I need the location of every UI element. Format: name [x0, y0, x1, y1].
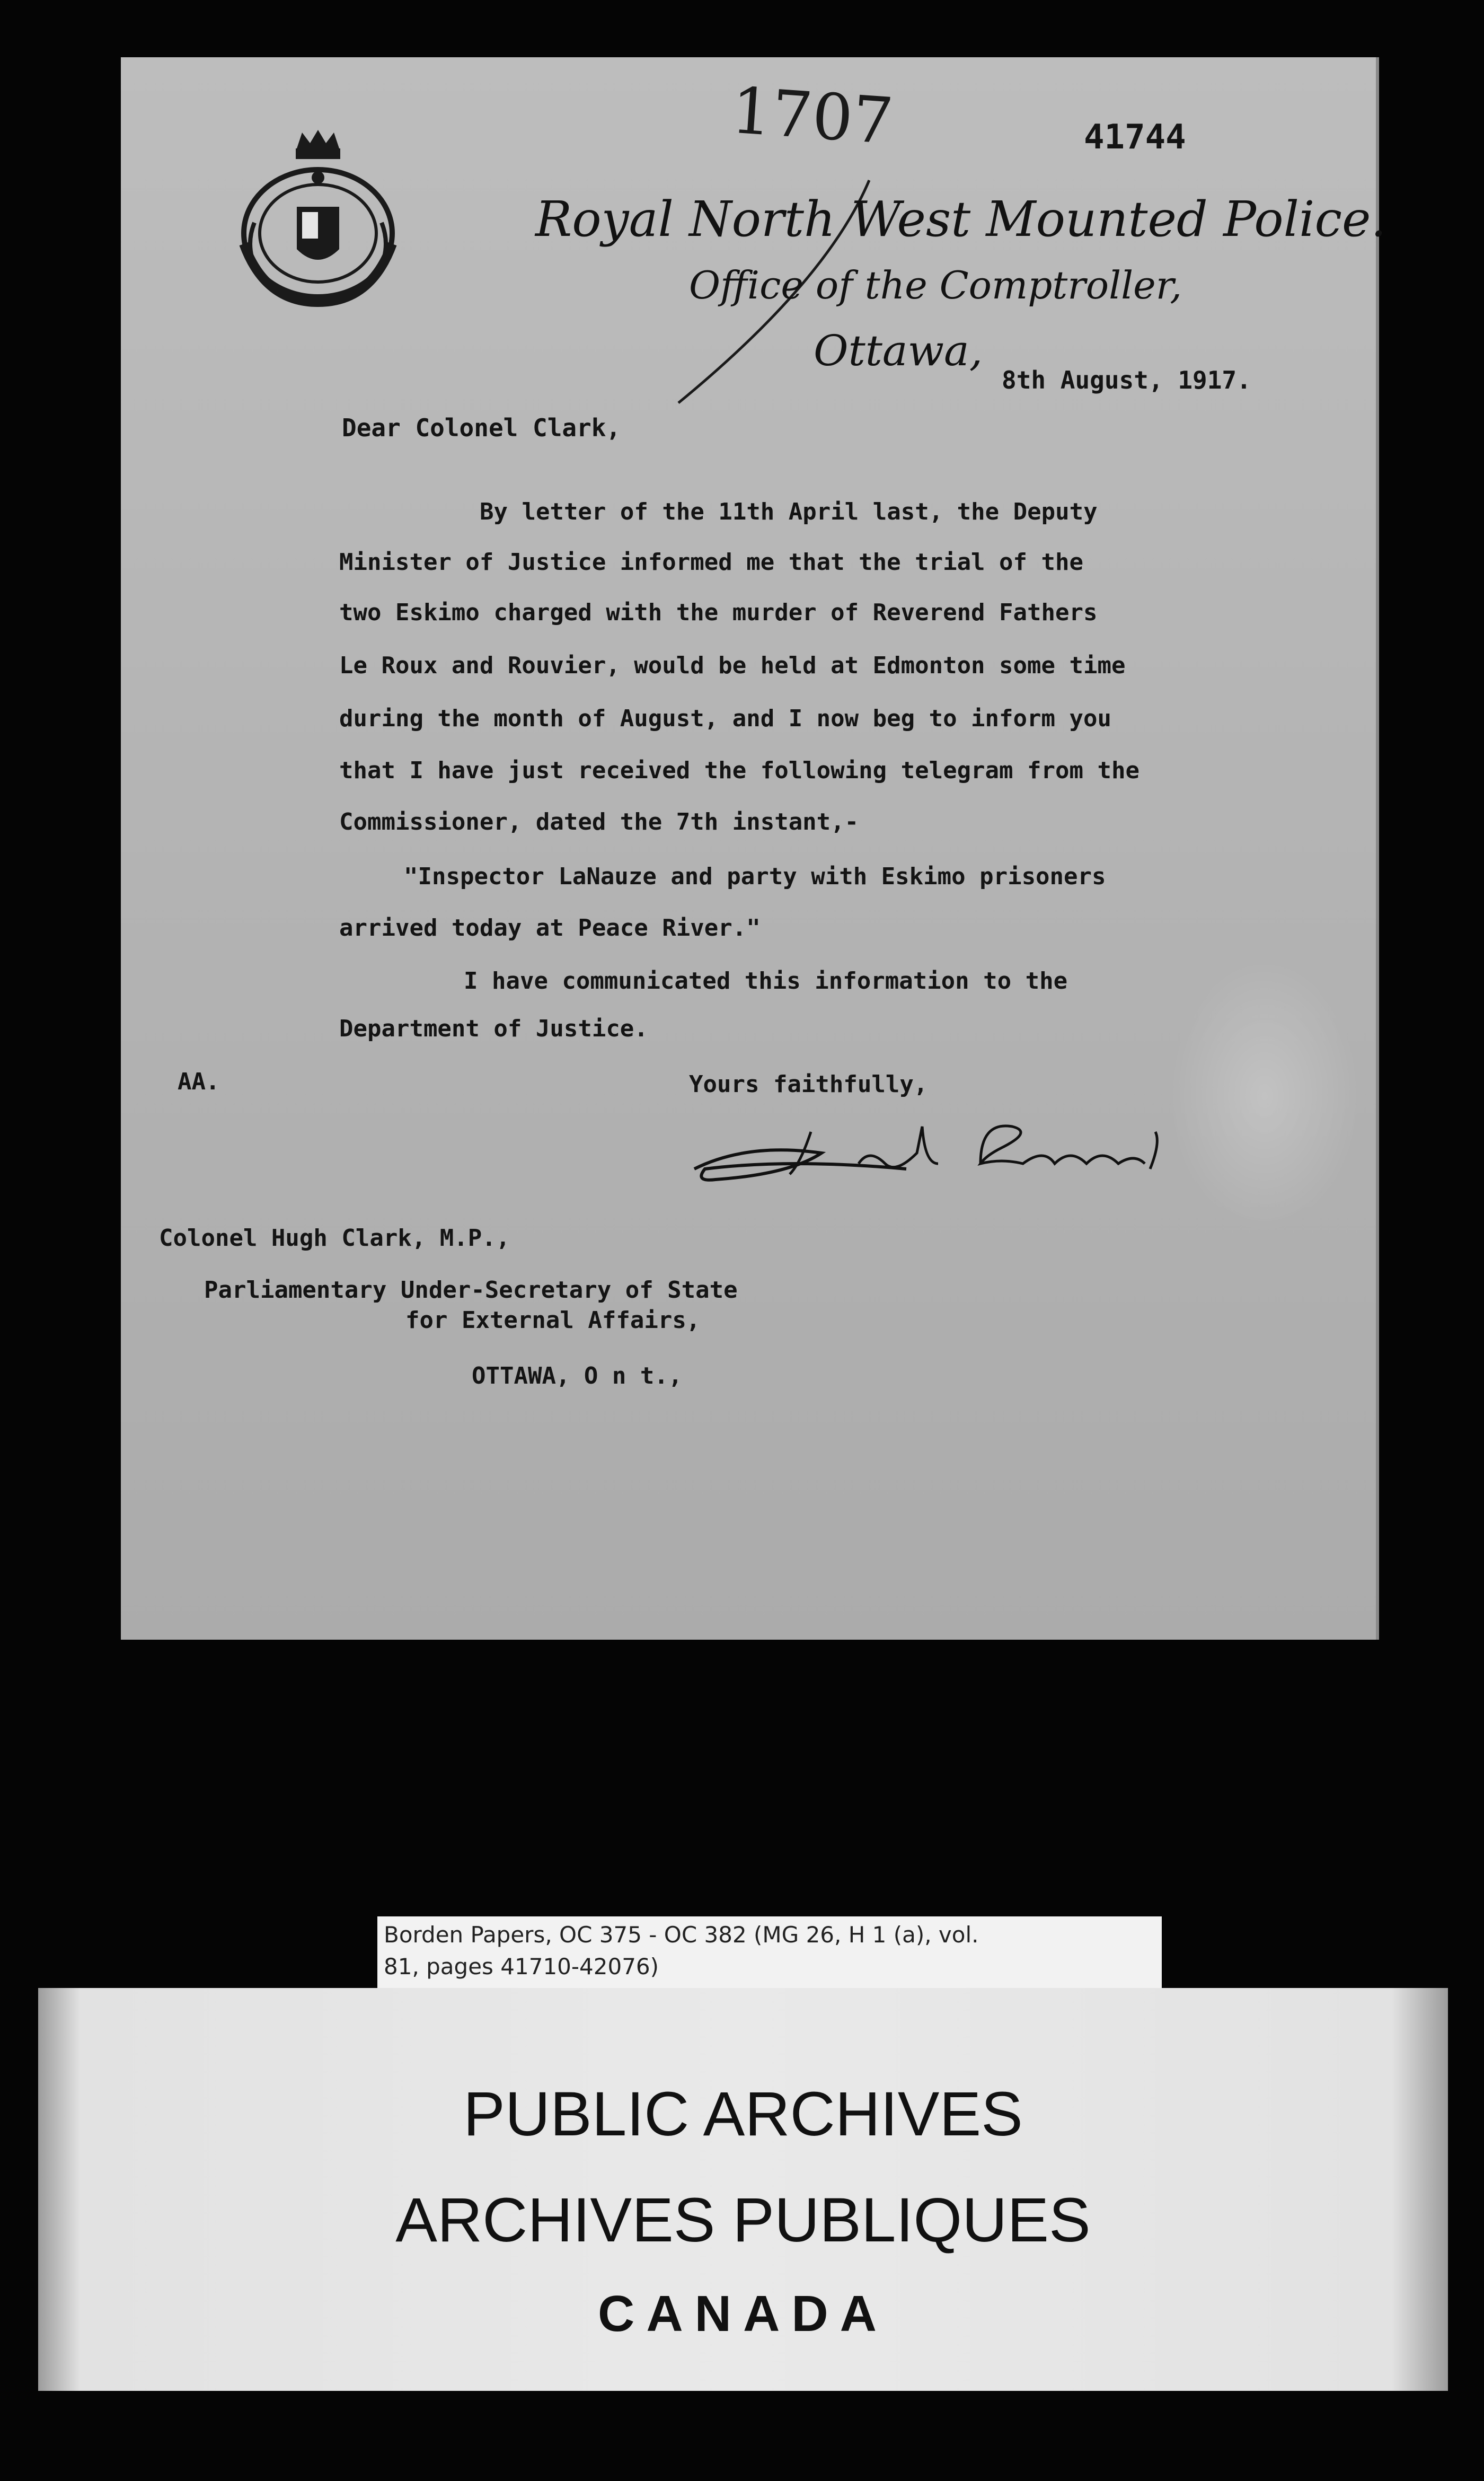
- recipient-city: OTTAWA, O n t.,: [472, 1362, 683, 1389]
- body-line-1: By letter of the 11th April last, the Deputy: [480, 498, 1098, 525]
- closing: Yours faithfully,: [689, 1071, 928, 1098]
- file-number: 41744: [1084, 118, 1186, 157]
- handwritten-number: 1707: [729, 74, 896, 159]
- archive-line-2: ARCHIVES PUBLIQUES: [395, 2185, 1091, 2255]
- body-line-2: Minister of Justice informed me that the trial of the: [339, 549, 1083, 576]
- closing-para-line-2: Department of Justice.: [339, 1015, 648, 1042]
- caption-line-1: Borden Papers, OC 375 - OC 382 (MG 26, H 1 (a), vol.: [384, 1922, 979, 1948]
- body-line-5: during the month of August, and I now beg to inform you: [339, 705, 1111, 732]
- recipient-title-2: for External Affairs,: [405, 1307, 701, 1334]
- quote-line-1: "Inspector LaNauze and party with Eskimo prisoners: [404, 863, 1106, 890]
- archive-line-3: CANADA: [598, 2285, 888, 2342]
- signature: [684, 1089, 1187, 1195]
- closing-para-line-1: I have communicated this information to the: [464, 967, 1068, 995]
- recipient-title-1: Parliamentary Under-Secretary of State: [204, 1277, 738, 1304]
- rnwmp-crest-icon: [233, 127, 403, 318]
- recipient-name: Colonel Hugh Clark, M.P.,: [159, 1225, 510, 1252]
- caption-line-2: 81, pages 41710-42076): [384, 1954, 659, 1979]
- body-line-6: that I have just received the following telegram from the: [339, 757, 1140, 784]
- archive-line-1: PUBLIC ARCHIVES: [463, 2079, 1023, 2149]
- salutation: Dear Colonel Clark,: [342, 414, 621, 442]
- letterhead-organization: Royal North West Mounted Police.: [535, 191, 1386, 248]
- typist-initials: AA.: [178, 1068, 220, 1095]
- body-line-3: two Eskimo charged with the murder of Reverend Fathers: [339, 599, 1098, 626]
- archive-stamp: [38, 1988, 1448, 2391]
- letterhead-office: Office of the Comptroller,: [689, 263, 1182, 307]
- letter-date: 8th August, 1917.: [1002, 366, 1251, 394]
- body-line-4: Le Roux and Rouvier, would be held at Edmonton some time: [339, 652, 1126, 679]
- quote-line-2: arrived today at Peace River.": [339, 914, 761, 942]
- letterhead-city: Ottawa,: [814, 326, 983, 375]
- body-line-7: Commissioner, dated the 7th instant,-: [339, 808, 859, 835]
